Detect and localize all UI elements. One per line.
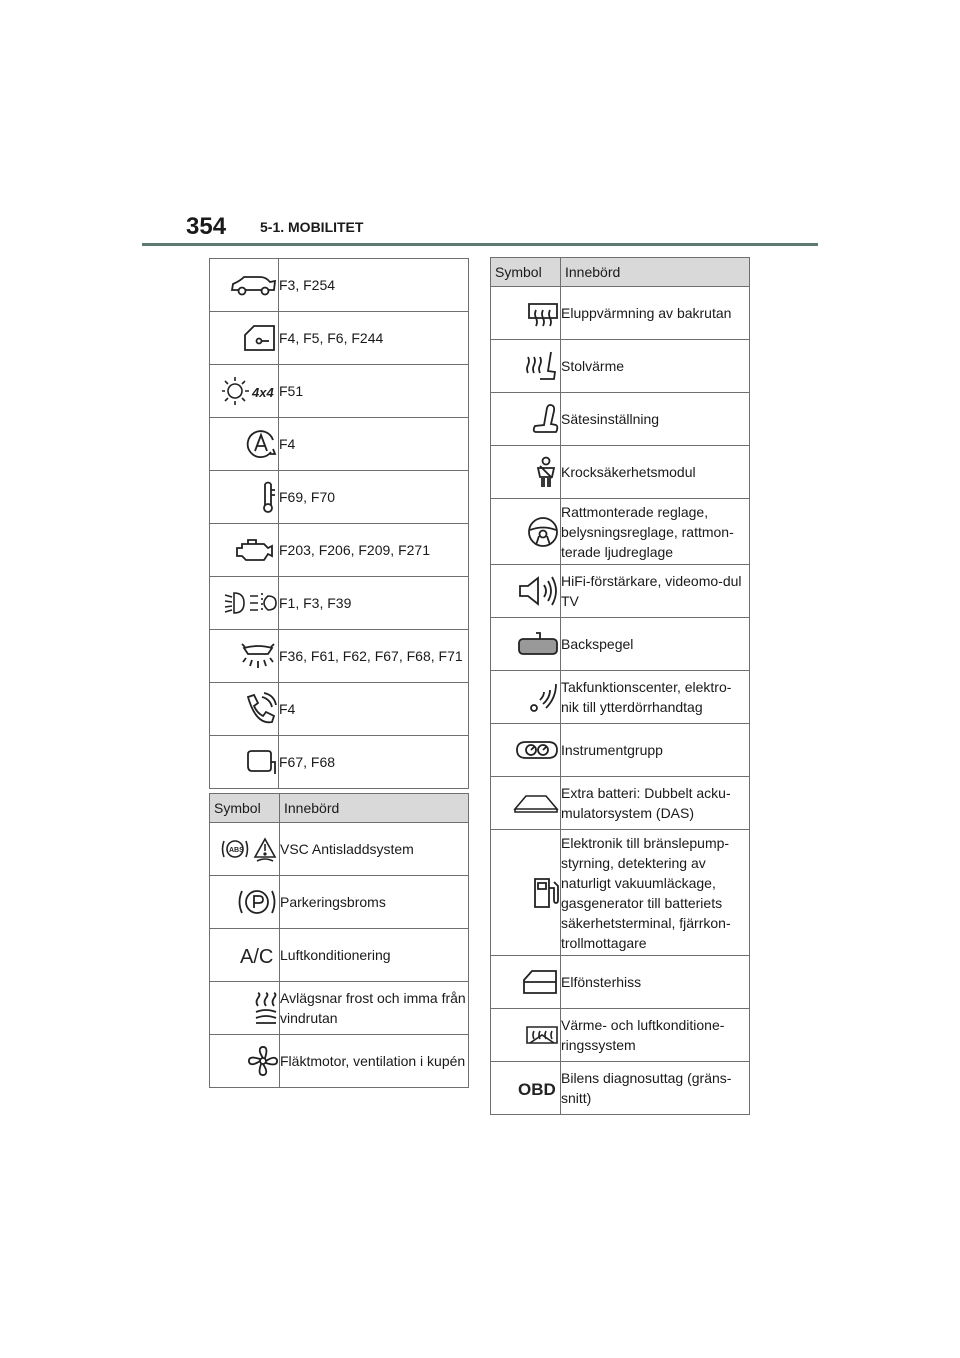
phone-icon	[242, 691, 278, 727]
airbag-icon	[532, 455, 560, 489]
fuse-text: VSC Antisladdsystem	[280, 823, 469, 876]
table-row	[491, 446, 750, 499]
table-row	[491, 1062, 750, 1115]
fuse-text: F67, F68	[279, 736, 469, 789]
interior-light-icon	[238, 642, 278, 670]
fuse-text: Takfunktionscenter, elektro-nik till ytterdörrhandtag	[561, 671, 750, 724]
table-row	[491, 499, 750, 565]
fuse-text: Avlägsnar frost och imma från vindrutan	[280, 982, 469, 1035]
table-row	[491, 287, 750, 340]
fuse-text: Extra batteri: Dubbelt acku-mulatorsystem (DAS)	[561, 777, 750, 830]
instrument-cluster-icon	[514, 738, 560, 762]
fuse-text: F1, F3, F39	[279, 577, 469, 630]
fuse-text: F3, F254	[279, 259, 469, 312]
door-lock-icon	[242, 323, 278, 353]
table-row	[210, 312, 469, 365]
rear-defrost-icon	[526, 298, 560, 328]
table-row	[210, 683, 469, 736]
table-row	[491, 393, 750, 446]
table-row	[491, 777, 750, 830]
fuse-text: Bilens diagnosuttag (gräns-snitt)	[561, 1062, 750, 1115]
fuse-text: Stolvärme	[561, 340, 750, 393]
fuse-text: Backspegel	[561, 618, 750, 671]
svg-text:4x4: 4x4	[252, 385, 274, 400]
fuse-text: Eluppvärmning av bakrutan	[561, 287, 750, 340]
svg-text:A/C: A/C	[240, 946, 274, 968]
thermometer-icon	[258, 480, 278, 514]
fuse-text: Luftkonditionering	[280, 929, 469, 982]
fuse-text: F4	[279, 418, 469, 471]
wireless-signal-icon	[528, 680, 560, 714]
fuse-text: Instrumentgrupp	[561, 724, 750, 777]
headlight-foglight-icon	[224, 590, 278, 616]
svg-text:ABS: ABS	[229, 847, 244, 854]
fuse-text: Krocksäkerhetsmodul	[561, 446, 750, 499]
table-row	[210, 736, 469, 789]
parking-brake-icon	[235, 885, 279, 919]
table-row	[491, 830, 750, 956]
ac-icon	[239, 941, 279, 969]
auto-stop-start-icon	[244, 427, 278, 461]
table-row	[491, 340, 750, 393]
side-mirror-icon	[244, 748, 278, 776]
climate-control-icon	[524, 1021, 560, 1049]
column-header-symbol: Symbol	[491, 258, 561, 287]
rear-mirror-icon	[516, 631, 560, 657]
table-row	[491, 724, 750, 777]
table-row	[210, 365, 469, 418]
power-window-icon	[520, 968, 560, 996]
fuse-text: F36, F61, F62, F67, F68, F71	[279, 630, 469, 683]
fuse-table-right	[490, 257, 750, 1115]
abs-vsc-icon	[221, 835, 279, 863]
fuse-text: Fläktmotor, ventilation i kupén	[280, 1035, 469, 1088]
obd-icon	[516, 1076, 560, 1100]
table-row	[210, 471, 469, 524]
fan-icon	[247, 1045, 279, 1077]
fuel-pump-icon	[530, 876, 560, 910]
fuse-text: Värme- och luftkonditione-ringssystem	[561, 1009, 750, 1062]
table-row	[210, 823, 469, 876]
table-row	[210, 982, 469, 1035]
table-row	[210, 876, 469, 929]
fuse-text: F4	[279, 683, 469, 736]
car-trunk-icon	[228, 272, 278, 298]
table-row	[210, 259, 469, 312]
seat-heater-icon	[524, 349, 560, 383]
page-number: 354	[186, 213, 227, 240]
windshield-defrost-icon	[253, 992, 279, 1024]
fuse-text: Elektronik till bränslepump-styrning, detektering av naturligt vakuumläckage, gasgenerator till batteriets säkerhetsterminal, fjärrkon-trollmottagare	[561, 830, 750, 956]
fuse-table-left	[209, 793, 469, 1088]
table-row	[210, 577, 469, 630]
battery-case-icon	[512, 791, 560, 815]
table-row	[491, 618, 750, 671]
section-title: 5-1. MOBILITET	[260, 219, 364, 235]
fuse-text: HiFi-förstärkare, videomo-dul TV	[561, 565, 750, 618]
fuse-table-continued	[209, 258, 469, 789]
fuse-text: Parkeringsbroms	[280, 876, 469, 929]
table-row	[210, 524, 469, 577]
fuse-text: Rattmonterade reglage, belysningsreglage, rattmon-terade ljudreglage	[561, 499, 750, 565]
fuse-text: F51	[279, 365, 469, 418]
table-row	[210, 929, 469, 982]
svg-text:OBD: OBD	[518, 1080, 556, 1099]
speaker-icon	[516, 574, 560, 608]
engine-icon	[234, 536, 278, 564]
table-row	[210, 418, 469, 471]
table-row	[210, 630, 469, 683]
column-header-meaning: Innebörd	[280, 794, 469, 823]
table-header-row	[210, 794, 469, 823]
4x4-gear-icon	[222, 375, 278, 407]
fuse-text: F203, F206, F209, F271	[279, 524, 469, 577]
table-row	[210, 1035, 469, 1088]
fuse-text: Elfönsterhiss	[561, 956, 750, 1009]
table-row	[491, 671, 750, 724]
fuse-text: F4, F5, F6, F244	[279, 312, 469, 365]
fuse-text: Sätesinställning	[561, 393, 750, 446]
header-divider	[142, 243, 818, 246]
table-row	[491, 565, 750, 618]
column-header-meaning: Innebörd	[561, 258, 750, 287]
fuse-text: F69, F70	[279, 471, 469, 524]
steering-wheel-icon	[526, 515, 560, 549]
table-header-row	[491, 258, 750, 287]
table-row	[491, 956, 750, 1009]
seat-icon	[530, 402, 560, 436]
column-header-symbol: Symbol	[210, 794, 280, 823]
table-row	[491, 1009, 750, 1062]
